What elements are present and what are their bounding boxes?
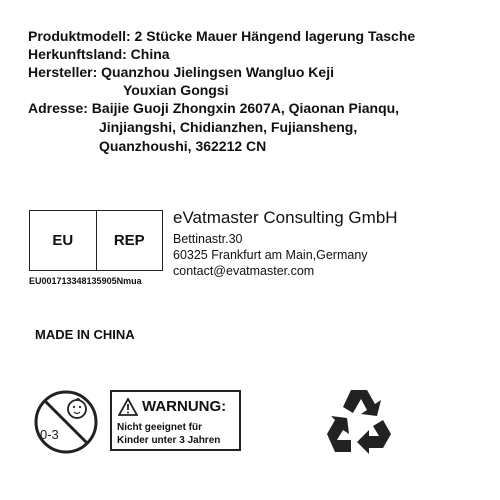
- origin-country-line: Herkunftsland: China: [28, 46, 170, 62]
- warning-line-2: Kinder unter 3 Jahren: [117, 435, 221, 446]
- manufacturer-line: Hersteller: Quanzhou Jielingsen Wangluo Keji: [28, 64, 334, 80]
- rep-company-name: eVatmaster Consulting GmbH: [173, 208, 398, 227]
- product-model-line: Produktmodell: 2 Stücke Mauer Hängend lagerung Tasche: [28, 28, 416, 44]
- eu-rep-box: [29, 210, 163, 271]
- address-line: Adresse: Baijie Guoji Zhongxin 2607A, Qiaonan Pianqu,: [28, 100, 400, 116]
- eu-label: EU: [52, 232, 74, 249]
- warning-triangle-icon: [118, 398, 138, 416]
- age-label: 0-3: [40, 427, 59, 442]
- rep-street: Bettinastr.30: [173, 232, 243, 246]
- rep-label: REP: [96, 211, 163, 270]
- rep-email: contact@evatmaster.com: [173, 264, 315, 278]
- recycle-icon: [323, 386, 395, 456]
- address-line-cont-2: Quanzhoushi, 362212 CN: [99, 138, 267, 154]
- address-line-cont-1: Jinjiangshi, Chidianzhen, Fujiansheng,: [99, 119, 358, 135]
- manufacturer-line-cont: Youxian Gongsi: [123, 82, 229, 98]
- rep-city: 60325 Frankfurt am Main,Germany: [173, 248, 368, 262]
- registration-code: EU001713348135905Nmua: [29, 276, 142, 286]
- warning-box: [110, 390, 241, 451]
- age-restriction-icon: [33, 389, 99, 455]
- made-in-label: MADE IN CHINA: [35, 327, 135, 342]
- warning-title: WARNUNG:: [142, 398, 227, 415]
- warning-line-1: Nicht geeignet für: [117, 422, 203, 433]
